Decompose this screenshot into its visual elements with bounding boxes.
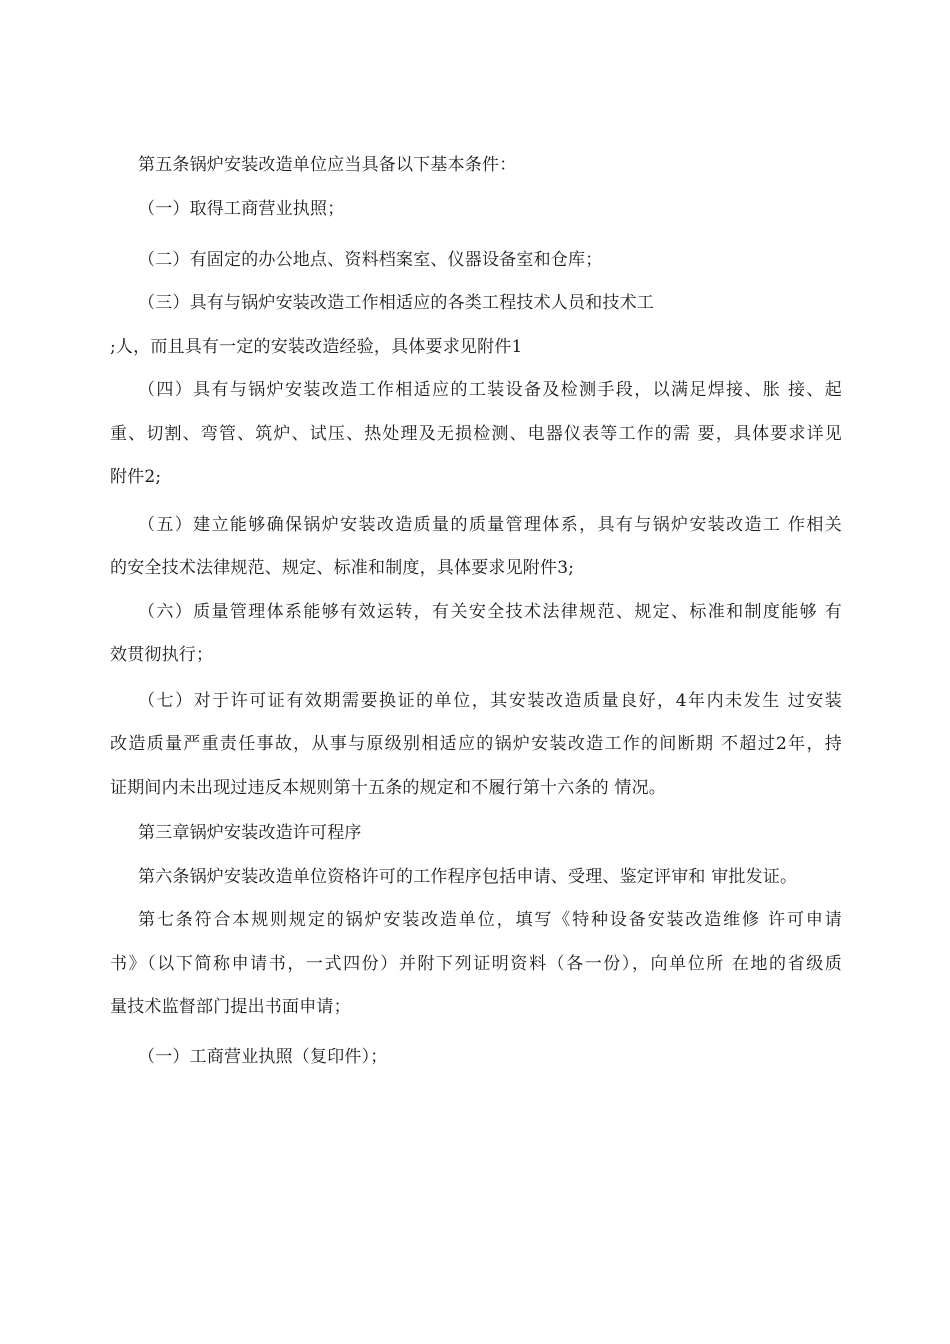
condition-6-line-2: 效贯彻执行； <box>110 645 214 665</box>
condition-5-line-2: 的安全技术法律规范、规定、标准和制度，具体要求见附件3; <box>110 558 575 578</box>
article-7-line-1: 第七条符合本规则规定的锅炉安装改造单位，填写《特种设备安装改造维修 许可申请 <box>138 910 842 930</box>
condition-4-line-3: 附件2; <box>110 467 162 487</box>
article-6: 第六条锅炉安装改造单位资格许可的工作程序包括申请、受理、鉴定评审和 审批发证。 <box>138 867 798 887</box>
condition-4-line-1: （四）具有与锅炉安装改造工作相适应的工装设备及检测手段，以满足焊接、胀 接、起 <box>138 380 842 400</box>
article-5-heading: 第五条锅炉安装改造单位应当具备以下基本条件： <box>138 155 517 175</box>
condition-3-line-2: ;人，而且具有一定的安装改造经验，具体要求见附件1 <box>110 337 523 357</box>
condition-7-line-1: （七）对于许可证有效期需要换证的单位，其安装改造质量良好，4年内未发生 过安装 <box>138 691 842 711</box>
article-7-line-2: 书》（以下简称申请书，一式四份）并附下列证明资料（各一份），向单位所 在地的省级质 <box>110 954 842 974</box>
condition-1: （一）取得工商营业执照； <box>138 199 345 219</box>
condition-3-line-1: （三）具有与锅炉安装改造工作相适应的各类工程技术人员和技术工 <box>138 293 654 313</box>
application-material-1: （一）工商营业执照（复印件）； <box>138 1047 388 1067</box>
condition-2: （二）有固定的办公地点、资料档案室、仪器设备室和仓库； <box>138 250 603 270</box>
article-7-line-3: 量技术监督部门提出书面申请； <box>110 997 351 1017</box>
condition-4-line-2: 重、切割、弯管、筑炉、试压、热处理及无损检测、电器仪表等工作的需 要，具体要求详见 <box>110 424 842 444</box>
condition-7-line-3: 证期间内未出现过违反本规则第十五条的规定和不履行第十六条的 情况。 <box>110 778 667 798</box>
chapter-3-heading: 第三章锅炉安装改造许可程序 <box>138 823 362 843</box>
condition-5-line-1: （五）建立能够确保锅炉安装改造质量的质量管理体系，具有与锅炉安装改造工 作相关 <box>138 515 842 535</box>
condition-6-line-1: （六）质量管理体系能够有效运转，有关安全技术法律规范、规定、标准和制度能够 有 <box>138 602 842 622</box>
condition-7-line-2: 改造质量严重责任事故，从事与原级别相适应的锅炉安装改造工作的间断期 不超过2年，持 <box>110 734 842 754</box>
